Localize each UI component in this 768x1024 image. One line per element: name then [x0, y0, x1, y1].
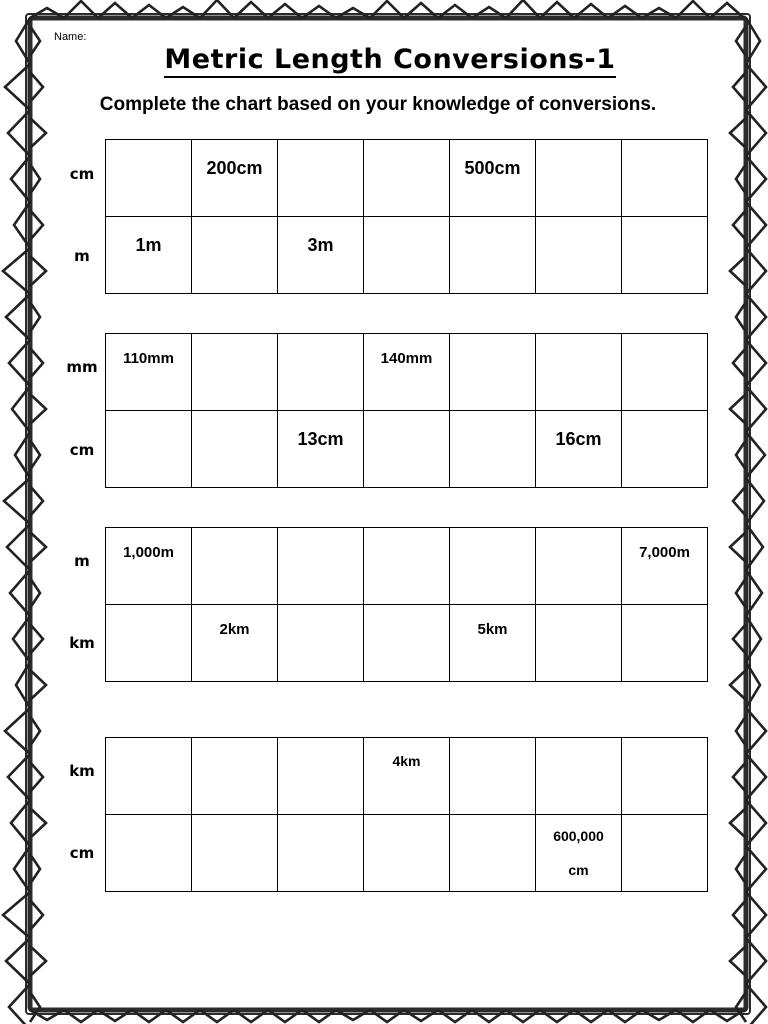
chart-cell[interactable]	[278, 334, 364, 411]
chart-cell[interactable]: 600,000 cm	[536, 815, 622, 892]
chart-cell[interactable]	[364, 140, 450, 217]
zigzag-spike	[746, 478, 764, 524]
chart-cell[interactable]	[450, 334, 536, 411]
chart-cell[interactable]	[622, 411, 708, 488]
chart-cell[interactable]	[278, 605, 364, 682]
chart-cell[interactable]	[536, 140, 622, 217]
zigzag-spike	[746, 524, 763, 570]
chart-cell[interactable]: 5km	[450, 605, 536, 682]
zigzag-spike	[12, 386, 30, 432]
chart-cell[interactable]	[536, 334, 622, 411]
chart-cell[interactable]	[536, 605, 622, 682]
chart-cell[interactable]	[192, 217, 278, 294]
chart-row-top	[106, 528, 708, 605]
chart-cell[interactable]: 1,000m	[106, 528, 192, 605]
chart-cell[interactable]	[536, 738, 622, 815]
chart-cell[interactable]: 500cm	[450, 140, 536, 217]
chart-cell[interactable]	[364, 528, 450, 605]
chart-cell[interactable]	[106, 815, 192, 892]
chart-cell[interactable]	[450, 411, 536, 488]
chart-cell[interactable]	[106, 140, 192, 217]
zigzag-spike	[200, 0, 234, 18]
chart-cell[interactable]	[622, 140, 708, 217]
chart-row-bottom	[106, 605, 708, 682]
chart-cell[interactable]	[450, 528, 536, 605]
zigzag-spike	[13, 616, 30, 662]
chart-2-bottom-unit-label: cm	[69, 441, 95, 459]
page-title	[0, 44, 768, 75]
chart-row-bottom	[106, 815, 708, 892]
chart-row-top	[106, 738, 708, 815]
chart-4-top-unit-label: km	[69, 762, 95, 780]
chart-cell[interactable]	[106, 605, 192, 682]
chart-cell[interactable]	[364, 815, 450, 892]
chart-cell[interactable]	[192, 815, 278, 892]
chart-cell[interactable]	[192, 334, 278, 411]
chart-cell[interactable]	[622, 738, 708, 815]
chart-cell[interactable]	[450, 217, 536, 294]
instructions: Complete the chart based on your knowledge of conversions.	[99, 94, 657, 115]
chart-cell[interactable]	[192, 411, 278, 488]
chart-cell[interactable]: 140mm	[364, 334, 450, 411]
chart-cell[interactable]: 1m	[106, 217, 192, 294]
chart-4-bottom-unit-label: cm	[69, 844, 95, 862]
chart-row-top	[106, 140, 708, 217]
chart-3-bottom-unit-label: km	[69, 634, 95, 652]
chart-cell[interactable]	[536, 528, 622, 605]
conversion-chart-1	[105, 139, 708, 294]
chart-cell[interactable]: 2km	[192, 605, 278, 682]
conversion-chart-4	[105, 737, 708, 892]
chart-cell[interactable]: 13cm	[278, 411, 364, 488]
chart-1-bottom-unit-label: m	[74, 247, 90, 265]
chart-cell[interactable]	[278, 528, 364, 605]
zigzag-spike	[64, 1, 98, 18]
chart-cell[interactable]	[106, 738, 192, 815]
chart-cell[interactable]	[622, 605, 708, 682]
chart-cell[interactable]	[536, 217, 622, 294]
chart-cell[interactable]	[364, 411, 450, 488]
name-label: Name:	[54, 31, 87, 43]
chart-cell[interactable]: 110mm	[106, 334, 192, 411]
chart-cell[interactable]	[450, 738, 536, 815]
zigzag-spike	[676, 1, 710, 18]
chart-1-top-unit-label: cm	[69, 165, 95, 183]
chart-3-top-unit-label: m	[74, 552, 90, 570]
chart-row-top	[106, 334, 708, 411]
chart-cell[interactable]: 4km	[364, 738, 450, 815]
chart-cell[interactable]	[278, 815, 364, 892]
chart-cell[interactable]	[364, 217, 450, 294]
zigzag-spike	[11, 156, 30, 202]
chart-cell[interactable]: 16cm	[536, 411, 622, 488]
chart-cell[interactable]	[106, 411, 192, 488]
chart-cell[interactable]	[622, 815, 708, 892]
zigzag-spike	[370, 1, 404, 18]
chart-2-top-unit-label: mm	[66, 358, 98, 376]
conversion-chart-3	[105, 527, 708, 682]
chart-row-bottom	[106, 411, 708, 488]
chart-row-bottom	[106, 217, 708, 294]
zigzag-spike	[746, 432, 765, 478]
chart-cell[interactable]	[192, 528, 278, 605]
chart-cell[interactable]: 7,000m	[622, 528, 708, 605]
page-title-text: Metric Length Conversions-1	[164, 44, 615, 78]
chart-cell[interactable]	[192, 738, 278, 815]
chart-cell[interactable]: 200cm	[192, 140, 278, 217]
zigzag-spike	[11, 800, 30, 846]
chart-cell[interactable]	[278, 738, 364, 815]
chart-cell[interactable]	[278, 140, 364, 217]
conversion-chart-2	[105, 333, 708, 488]
chart-cell[interactable]	[622, 334, 708, 411]
zigzag-spike	[506, 0, 540, 18]
chart-cell[interactable]	[622, 217, 708, 294]
chart-cell[interactable]	[450, 815, 536, 892]
chart-cell[interactable]	[364, 605, 450, 682]
chart-cell[interactable]: 3m	[278, 217, 364, 294]
